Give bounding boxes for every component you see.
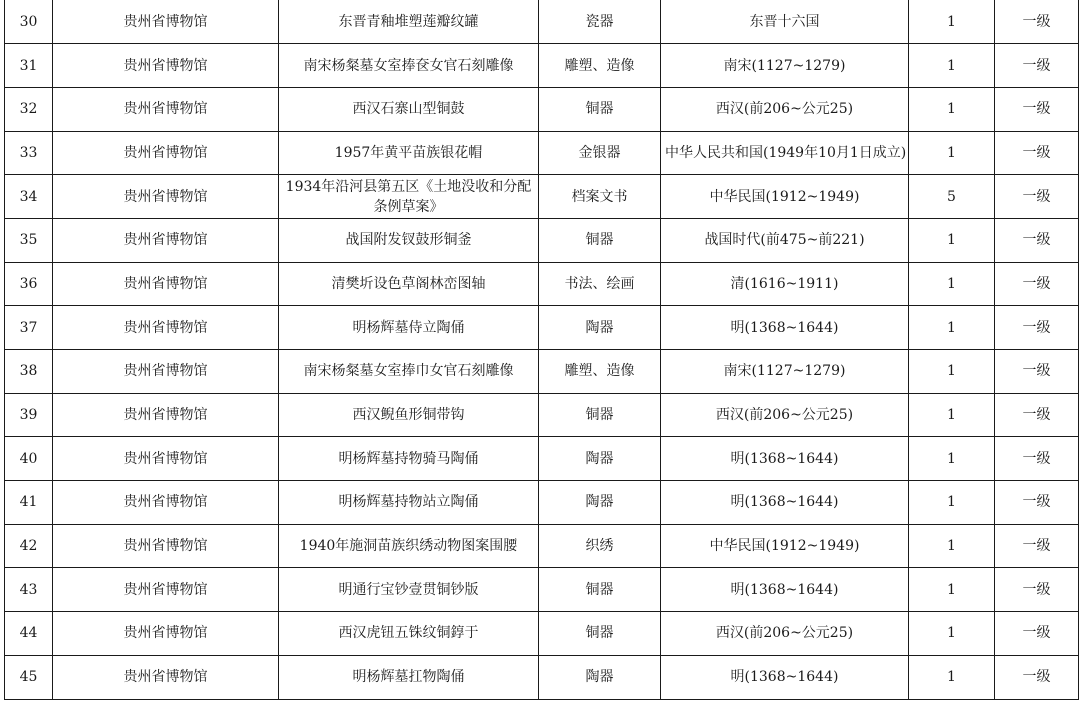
relics-table bbox=[4, 0, 1079, 700]
grade-cell: 一级 bbox=[995, 131, 1079, 175]
category-cell: 铜器 bbox=[539, 612, 661, 656]
quantity-cell: 1 bbox=[909, 131, 995, 175]
relic-name-cell: 明杨辉墓持物骑马陶俑 bbox=[279, 437, 539, 481]
museum-cell: 贵州省博物馆 bbox=[53, 524, 279, 568]
era-cell: 南宋(1127~1279) bbox=[661, 44, 909, 88]
grade-cell: 一级 bbox=[995, 437, 1079, 481]
era-cell: 南宋(1127~1279) bbox=[661, 350, 909, 394]
category-cell: 雕塑、造像 bbox=[539, 44, 661, 88]
table-row bbox=[5, 393, 1079, 437]
grade-cell: 一级 bbox=[995, 350, 1079, 394]
table-row bbox=[5, 87, 1079, 131]
quantity-cell: 1 bbox=[909, 262, 995, 306]
category-cell: 书法、绘画 bbox=[539, 262, 661, 306]
relic-name-cell: 南宋杨粲墓女室捧巾女官石刻雕像 bbox=[279, 350, 539, 394]
table-row bbox=[5, 568, 1079, 612]
grade-cell: 一级 bbox=[995, 481, 1079, 525]
quantity-cell: 1 bbox=[909, 0, 995, 44]
era-cell: 西汉(前206~公元25) bbox=[661, 612, 909, 656]
museum-cell: 贵州省博物馆 bbox=[53, 0, 279, 44]
museum-cell: 贵州省博物馆 bbox=[53, 306, 279, 350]
category-cell: 雕塑、造像 bbox=[539, 350, 661, 394]
quantity-cell: 1 bbox=[909, 350, 995, 394]
quantity-cell: 1 bbox=[909, 393, 995, 437]
museum-cell: 贵州省博物馆 bbox=[53, 87, 279, 131]
grade-cell: 一级 bbox=[995, 568, 1079, 612]
relic-name-cell: 1957年黄平苗族银花帽 bbox=[279, 131, 539, 175]
museum-cell: 贵州省博物馆 bbox=[53, 655, 279, 699]
grade-cell: 一级 bbox=[995, 262, 1079, 306]
relic-name-cell: 明杨辉墓侍立陶俑 bbox=[279, 306, 539, 350]
table-row bbox=[5, 262, 1079, 306]
era-cell: 中华民国(1912~1949) bbox=[661, 524, 909, 568]
era-cell: 战国时代(前475~前221) bbox=[661, 218, 909, 262]
category-cell: 铜器 bbox=[539, 568, 661, 612]
relic-name-cell: 明通行宝钞壹贯铜钞版 bbox=[279, 568, 539, 612]
table-row bbox=[5, 0, 1079, 44]
category-cell: 陶器 bbox=[539, 437, 661, 481]
row-number-cell: 36 bbox=[5, 262, 53, 306]
row-number-cell: 32 bbox=[5, 87, 53, 131]
relic-name-cell: 南宋杨粲墓女室捧奁女官石刻雕像 bbox=[279, 44, 539, 88]
row-number-cell: 30 bbox=[5, 0, 53, 44]
grade-cell: 一级 bbox=[995, 218, 1079, 262]
era-cell: 明(1368~1644) bbox=[661, 655, 909, 699]
grade-cell: 一级 bbox=[995, 87, 1079, 131]
quantity-cell: 1 bbox=[909, 44, 995, 88]
table-body bbox=[5, 0, 1079, 699]
category-cell: 瓷器 bbox=[539, 0, 661, 44]
quantity-cell: 1 bbox=[909, 218, 995, 262]
category-cell: 铜器 bbox=[539, 87, 661, 131]
table-row bbox=[5, 218, 1079, 262]
table-row bbox=[5, 524, 1079, 568]
grade-cell: 一级 bbox=[995, 524, 1079, 568]
relic-name-cell: 西汉石寨山型铜鼓 bbox=[279, 87, 539, 131]
relic-name-cell: 明杨辉墓持物站立陶俑 bbox=[279, 481, 539, 525]
museum-cell: 贵州省博物馆 bbox=[53, 612, 279, 656]
row-number-cell: 45 bbox=[5, 655, 53, 699]
relic-name-cell: 清樊圻设色草阁林峦图轴 bbox=[279, 262, 539, 306]
category-cell: 陶器 bbox=[539, 481, 661, 525]
table-row bbox=[5, 481, 1079, 525]
museum-cell: 贵州省博物馆 bbox=[53, 568, 279, 612]
table-row bbox=[5, 175, 1079, 219]
era-cell: 西汉(前206~公元25) bbox=[661, 87, 909, 131]
museum-cell: 贵州省博物馆 bbox=[53, 262, 279, 306]
quantity-cell: 1 bbox=[909, 481, 995, 525]
era-cell: 中华民国(1912~1949) bbox=[661, 175, 909, 219]
era-cell: 明(1368~1644) bbox=[661, 437, 909, 481]
museum-cell: 贵州省博物馆 bbox=[53, 481, 279, 525]
relic-name-cell: 西汉虎钮五铢纹铜錞于 bbox=[279, 612, 539, 656]
quantity-cell: 1 bbox=[909, 437, 995, 481]
relic-name-cell: 1934年沿河县第五区《土地没收和分配条例草案》 bbox=[279, 175, 539, 219]
relic-name-cell: 战国附发钗鼓形铜釜 bbox=[279, 218, 539, 262]
row-number-cell: 39 bbox=[5, 393, 53, 437]
row-number-cell: 44 bbox=[5, 612, 53, 656]
category-cell: 陶器 bbox=[539, 306, 661, 350]
table-row bbox=[5, 612, 1079, 656]
table-row bbox=[5, 437, 1079, 481]
category-cell: 陶器 bbox=[539, 655, 661, 699]
row-number-cell: 43 bbox=[5, 568, 53, 612]
grade-cell: 一级 bbox=[995, 393, 1079, 437]
era-cell: 明(1368~1644) bbox=[661, 568, 909, 612]
grade-cell: 一级 bbox=[995, 655, 1079, 699]
museum-cell: 贵州省博物馆 bbox=[53, 350, 279, 394]
era-cell: 明(1368~1644) bbox=[661, 306, 909, 350]
quantity-cell: 1 bbox=[909, 655, 995, 699]
grade-cell: 一级 bbox=[995, 175, 1079, 219]
era-cell: 明(1368~1644) bbox=[661, 481, 909, 525]
row-number-cell: 37 bbox=[5, 306, 53, 350]
quantity-cell: 1 bbox=[909, 306, 995, 350]
museum-cell: 贵州省博物馆 bbox=[53, 44, 279, 88]
relic-name-cell: 西汉鲵鱼形铜带钩 bbox=[279, 393, 539, 437]
museum-cell: 贵州省博物馆 bbox=[53, 175, 279, 219]
row-number-cell: 31 bbox=[5, 44, 53, 88]
row-number-cell: 41 bbox=[5, 481, 53, 525]
table-row bbox=[5, 306, 1079, 350]
era-cell: 东晋十六国 bbox=[661, 0, 909, 44]
museum-cell: 贵州省博物馆 bbox=[53, 131, 279, 175]
grade-cell: 一级 bbox=[995, 306, 1079, 350]
row-number-cell: 34 bbox=[5, 175, 53, 219]
era-cell: 中华人民共和国(1949年10月1日成立) bbox=[661, 131, 909, 175]
category-cell: 档案文书 bbox=[539, 175, 661, 219]
museum-cell: 贵州省博物馆 bbox=[53, 218, 279, 262]
grade-cell: 一级 bbox=[995, 0, 1079, 44]
row-number-cell: 40 bbox=[5, 437, 53, 481]
category-cell: 织绣 bbox=[539, 524, 661, 568]
category-cell: 金银器 bbox=[539, 131, 661, 175]
category-cell: 铜器 bbox=[539, 218, 661, 262]
quantity-cell: 1 bbox=[909, 524, 995, 568]
quantity-cell: 5 bbox=[909, 175, 995, 219]
museum-cell: 贵州省博物馆 bbox=[53, 393, 279, 437]
era-cell: 西汉(前206~公元25) bbox=[661, 393, 909, 437]
relic-name-cell: 1940年施洞苗族织绣动物图案围腰 bbox=[279, 524, 539, 568]
row-number-cell: 33 bbox=[5, 131, 53, 175]
table-row bbox=[5, 655, 1079, 699]
category-cell: 铜器 bbox=[539, 393, 661, 437]
quantity-cell: 1 bbox=[909, 568, 995, 612]
quantity-cell: 1 bbox=[909, 87, 995, 131]
row-number-cell: 38 bbox=[5, 350, 53, 394]
grade-cell: 一级 bbox=[995, 44, 1079, 88]
relic-name-cell: 明杨辉墓扛物陶俑 bbox=[279, 655, 539, 699]
quantity-cell: 1 bbox=[909, 612, 995, 656]
table-row bbox=[5, 350, 1079, 394]
grade-cell: 一级 bbox=[995, 612, 1079, 656]
museum-cell: 贵州省博物馆 bbox=[53, 437, 279, 481]
era-cell: 清(1616~1911) bbox=[661, 262, 909, 306]
table-row bbox=[5, 131, 1079, 175]
table-row bbox=[5, 44, 1079, 88]
row-number-cell: 35 bbox=[5, 218, 53, 262]
row-number-cell: 42 bbox=[5, 524, 53, 568]
relic-name-cell: 东晋青釉堆塑莲瓣纹罐 bbox=[279, 0, 539, 44]
